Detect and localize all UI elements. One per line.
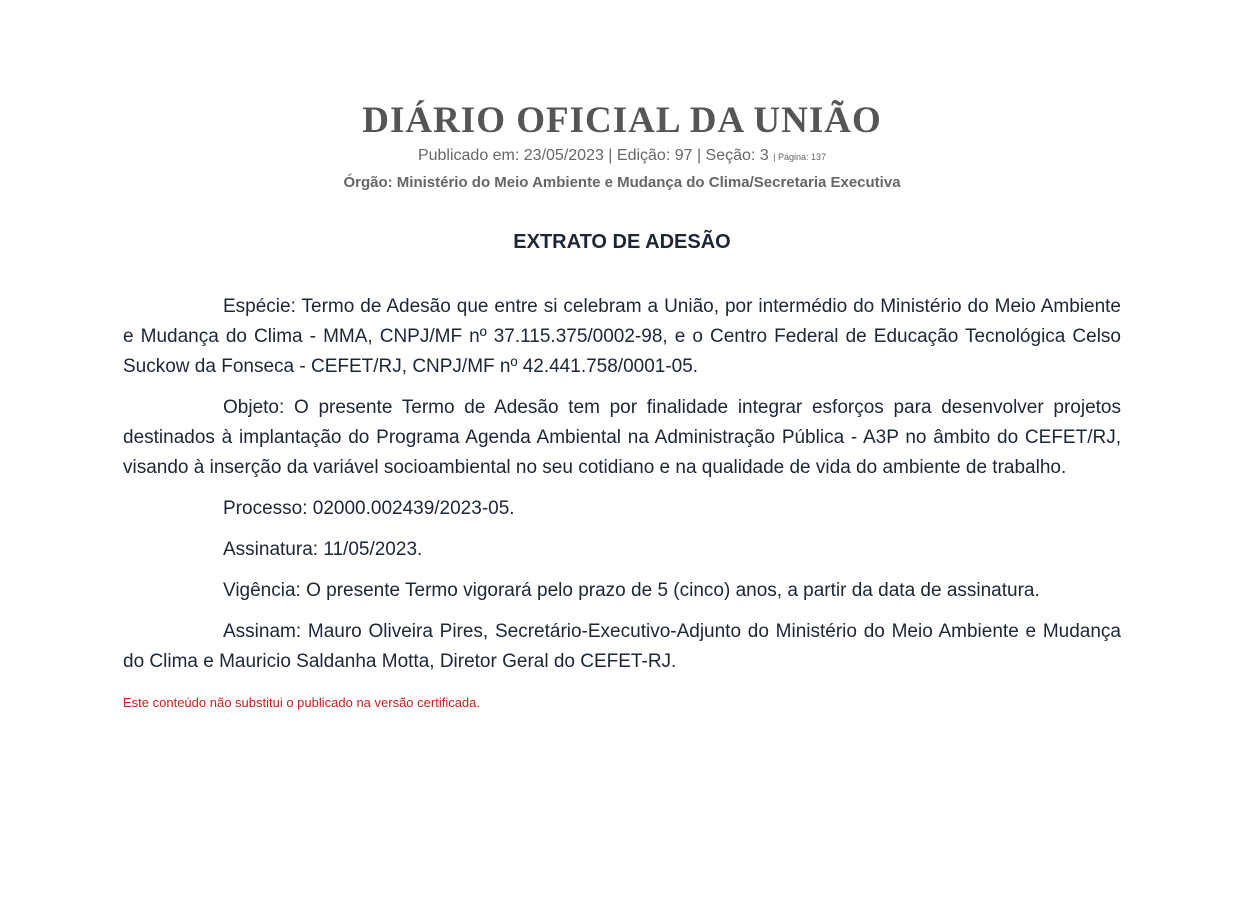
paragraph-objeto: Objeto: O presente Termo de Adesão tem por finalidade integrar esforços para desenvolver projetos destinados à implantação do Programa Agenda Ambiental na Administração Pública - A3P no âmbito do CEFET/RJ, visando à inserção da variável socioambiental no seu cotidiano e na qualidade de vida do ambiente de trabalho. [123, 397, 1121, 478]
document-heading: EXTRATO DE ADESÃO [513, 231, 731, 253]
paragraph-processo: Processo: 02000.002439/2023-05. [223, 498, 515, 519]
masthead [123, 98, 1121, 194]
page-info: | Página: 137 [773, 152, 827, 162]
paragraph-especie: Espécie: Termo de Adesão que entre si celebram a União, por intermédio do Ministério do Meio Ambiente e Mudança do Clima - MMA, CNPJ/MF nº 37.115.375/0002-98, e o Centro Federal de Educação Tecnológica Celso Suckow da Fonseca - CEFET/RJ, CNPJ/MF nº 42.441.758/0001-05. [123, 296, 1121, 377]
journal-title: DIÁRIO OFICIAL DA UNIÃO [362, 100, 882, 141]
paragraph-assinam: Assinam: Mauro Oliveira Pires, Secretário-Executivo-Adjunto do Ministério do Meio Ambiente e Mudança do Clima e Mauricio Saldanha Motta, Diretor Geral do CEFET-RJ. [123, 621, 1121, 672]
paragraph-assinatura: Assinatura: 11/05/2023. [223, 539, 423, 560]
organ-line: Órgão: Ministério do Meio Ambiente e Mudança do Clima/Secretaria Executiva [343, 174, 901, 191]
publication-info [123, 145, 1121, 168]
disclaimer-notice: Este conteúdo não substitui o publicado na versão certificada. [123, 695, 481, 710]
publication-line: Publicado em: 23/05/2023 | Edição: 97 | Seção: 3 [417, 147, 769, 164]
document-page [123, 98, 1121, 712]
document-body [123, 292, 1121, 677]
paragraph-vigencia: Vigência: O presente Termo vigorará pelo prazo de 5 (cinco) anos, a partir da data de assinatura. [223, 580, 1040, 601]
